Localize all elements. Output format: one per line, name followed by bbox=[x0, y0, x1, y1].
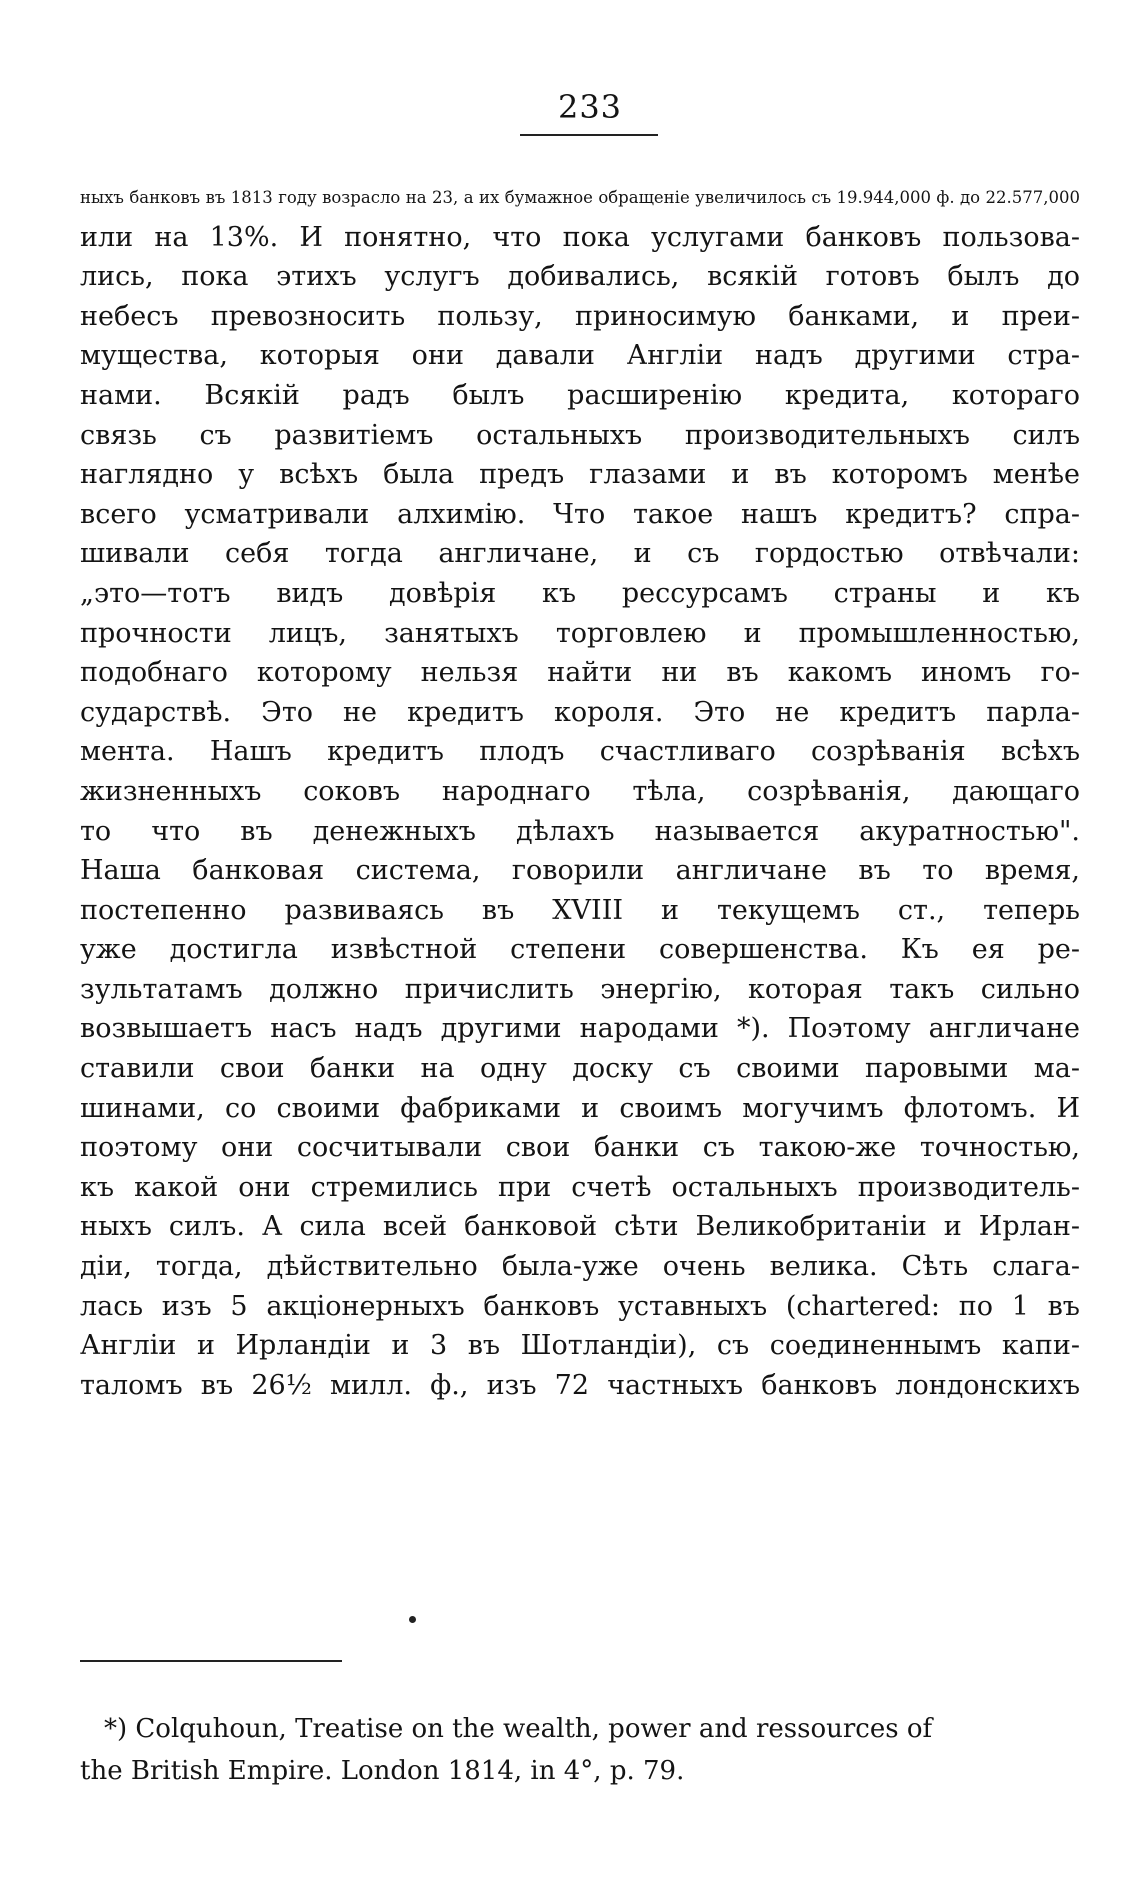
body-line: или на 13%. И понятно, что пока услугами банковъ пользова- bbox=[80, 221, 1080, 253]
printer-dot bbox=[409, 1616, 416, 1623]
body-line: лись, пока этихъ услугъ добивались, всякій готовъ былъ до bbox=[80, 261, 1080, 293]
footnote bbox=[80, 1708, 1080, 1792]
body-line: шивали себя тогда англичане, и съ гордостью отвѣчали: bbox=[80, 538, 1080, 570]
body-line: наглядно у всѣхъ была предъ глазами и въ которомъ менѣе bbox=[80, 459, 1080, 491]
body-line: мущества, которыя они давали Англіи надъ другими стра- bbox=[80, 340, 1080, 372]
body-line: возвышаетъ насъ надъ другими народами *). Поэтому англичане bbox=[80, 1013, 1080, 1045]
body-line: всего усматривали алхимію. Что такое нашъ кредитъ? спра- bbox=[80, 498, 1080, 530]
body-line: то что въ денежныхъ дѣлахъ называется акуратностью". bbox=[80, 815, 1080, 847]
body-line: ныхъ банковъ въ 1813 году возрасло на 23, а их бумажное обращеніе увеличилось съ 19.944,000 ф. до 22.577,000 bbox=[80, 188, 1080, 207]
footnote-rule bbox=[80, 1660, 342, 1662]
body-line: къ какой они стремились при счетѣ остальныхъ производитель- bbox=[80, 1171, 1080, 1203]
body-line: Англіи и Ирландіи и 3 въ Шотландіи), съ соединеннымъ капи- bbox=[80, 1330, 1080, 1362]
body-line: мента. Нашъ кредитъ плодъ счастливаго созрѣванія всѣхъ bbox=[80, 736, 1080, 768]
body-line: Наша банковая система, говорили англичане въ то время, bbox=[80, 855, 1080, 887]
body-line: нами. Всякій радъ былъ расширенію кредита, котораго bbox=[80, 379, 1080, 411]
body-line: жизненныхъ соковъ народнаго тѣла, созрѣванія, дающаго bbox=[80, 775, 1080, 807]
body-line: постепенно развиваясь въ XVIII и текущемъ ст., теперь bbox=[80, 894, 1080, 926]
footnote-line: the British Empire. London 1814, in 4°, p. 79. bbox=[80, 1756, 685, 1786]
body-text bbox=[80, 178, 1080, 1405]
page-number-rule bbox=[520, 134, 658, 136]
body-line: таломъ въ 26½ милл. ф., изъ 72 частныхъ банковъ лондонскихъ bbox=[80, 1369, 1080, 1401]
body-line: лась изъ 5 акціонерныхъ банковъ уставныхъ (chartered: по 1 въ bbox=[80, 1290, 1080, 1322]
body-line: подобнаго которому нельзя найти ни въ какомъ иномъ го- bbox=[80, 657, 1080, 689]
body-line: шинами, со своими фабриками и своимъ могучимъ флотомъ. И bbox=[80, 1092, 1080, 1124]
body-line: уже достигла извѣстной степени совершенства. Къ ея ре- bbox=[80, 934, 1080, 966]
body-line: діи, тогда, дѣйствительно была-уже очень велика. Сѣть слага- bbox=[80, 1251, 1080, 1283]
body-line: сударствѣ. Это не кредитъ короля. Это не кредитъ парла- bbox=[80, 696, 1080, 728]
body-line: небесъ превозносить пользу, приносимую банками, и преи- bbox=[80, 300, 1080, 332]
body-line: ныхъ силъ. А сила всей банковой сѣти Великобританіи и Ирлан- bbox=[80, 1211, 1080, 1243]
body-line: „это—тотъ видъ довѣрія къ рессурсамъ страны и къ bbox=[80, 577, 1080, 609]
page-number: 233 bbox=[557, 88, 623, 126]
body-line: поэтому они сосчитывали свои банки съ такою-же точностью, bbox=[80, 1132, 1080, 1164]
body-line: связь съ развитіемъ остальныхъ производительныхъ силъ bbox=[80, 419, 1080, 451]
body-line: прочности лицъ, занятыхъ торговлею и промышленностью, bbox=[80, 617, 1080, 649]
footnote-line: *) Colquhoun, Treatise on the wealth, power and ressources of bbox=[104, 1714, 933, 1744]
body-line: зультатамъ должно причислить энергію, которая такъ сильно bbox=[80, 973, 1080, 1005]
body-line: ставили свои банки на одну доску съ своими паровыми ма- bbox=[80, 1053, 1080, 1085]
